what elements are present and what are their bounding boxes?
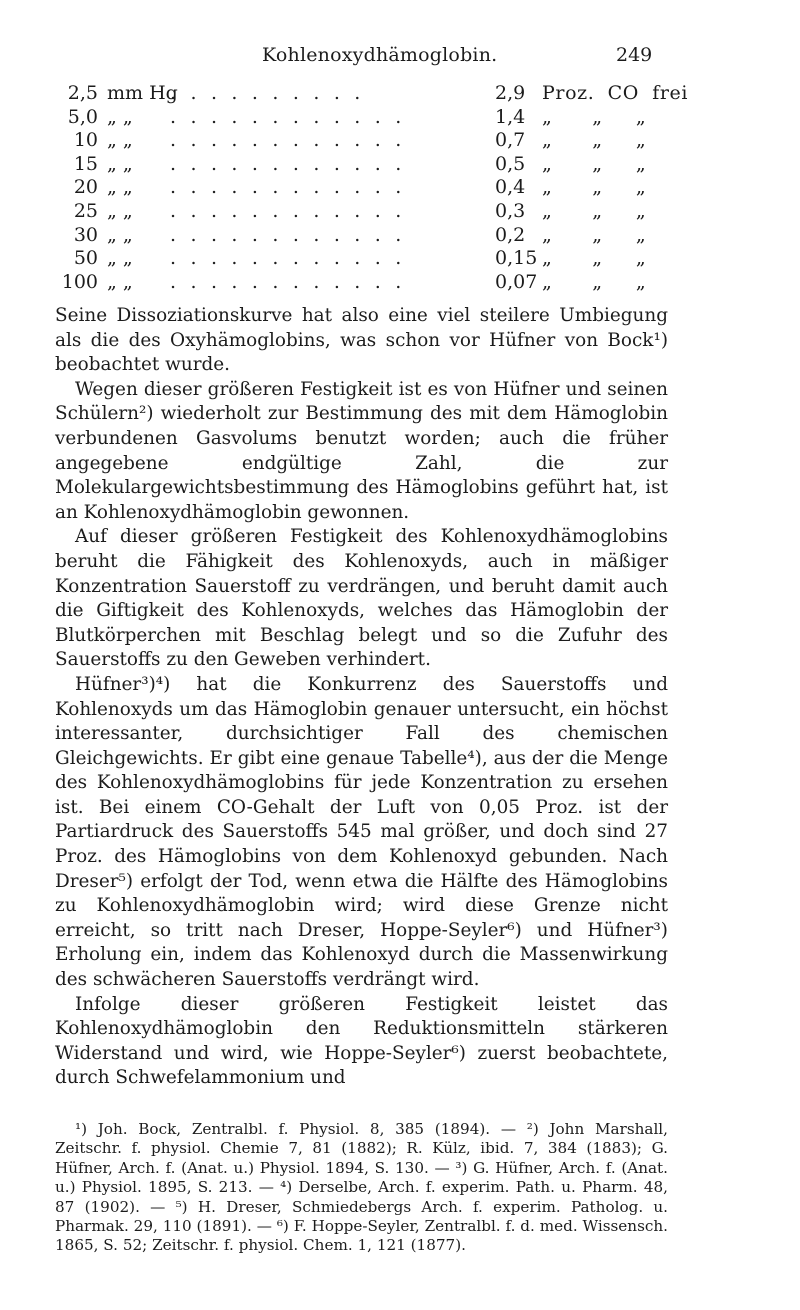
ditto-mark: „ „ [107, 247, 133, 270]
pressure-value: 15 [73, 152, 98, 175]
ditto-mark: „ „ „ [542, 152, 647, 175]
table-row [50, 271, 670, 295]
ditto-mark: „ „ [107, 152, 133, 175]
pressure-value: 10 [73, 129, 98, 152]
pressure-value: 20 [73, 176, 98, 199]
paragraph-gas-volume: Wegen dieser größeren Festigkeit ist es von Hüfner und seinen Schülern²) wiederholt zur Bestimmung des mit dem Hämoglobin verbundenen Gasvolums benutzt worden; auch die früher angegebene endgültige Zahl, die zur Molekulargewichtsbestimmung des Hämoglobins geführt hat, ist an Kohlenoxydhämoglobin gewonnen. [55, 378, 668, 523]
percent-value: 1,4 [495, 105, 526, 128]
table-row [50, 176, 670, 200]
percent-label: Proz. CO frei [542, 82, 689, 104]
table-row [50, 129, 670, 153]
leader-dots: . . . . . . . . . . . . [170, 152, 406, 175]
percent-value: 0,5 [495, 152, 526, 175]
ditto-mark: „ „ „ [542, 176, 647, 199]
percent-value: 0,2 [495, 223, 526, 246]
pressure-value: 100 [61, 270, 98, 293]
leader-dots: . . . . . . . . . . . . [170, 176, 406, 199]
ditto-mark: „ „ „ [542, 199, 647, 222]
table-row [50, 247, 670, 271]
leader-dots: . . . . . . . . . . . . [170, 105, 406, 128]
ditto-mark: „ „ [107, 105, 133, 128]
ditto-mark: „ „ [107, 176, 133, 199]
percent-value: 0,3 [495, 199, 526, 222]
table-row [50, 200, 670, 224]
table-row [50, 82, 689, 106]
leader-dots: . . . . . . . . . . . . [170, 199, 406, 222]
percent-value: 0,15 [495, 247, 538, 270]
leader-dots: . . . . . . . . . . . . [170, 223, 406, 246]
percent-value: 0,7 [495, 129, 526, 152]
page-header [0, 0, 800, 70]
ditto-mark: „ „ „ [542, 223, 647, 246]
ditto-mark: „ „ [107, 199, 133, 222]
ditto-mark: „ „ [107, 223, 133, 246]
pressure-value: 25 [73, 199, 98, 222]
pressure-table [50, 82, 689, 294]
leader-dots: . . . . . . . . . . . . [170, 247, 406, 270]
paragraph-toxicity: Auf dieser größeren Festigkeit des Kohlenoxydhämoglobins beruht die Fähigkeit des Kohlenoxyds, auch in mäßiger Konzentration Sauerstoff zu verdrängen, und beruht damit auch die Giftigkeit des Kohlenoxyds, welches das Hämoglobin der Blutkörperchen mit Beschlag belegt und so die Zufuhr des Sauerstoffs zu den Geweben verhindert. [55, 526, 668, 671]
paragraph-equilibrium: Hüfner³)⁴) hat die Konkurrenz des Sauerstoffs und Kohlenoxyds um das Hämoglobin genauer untersucht, ein höchst interessanter, durchsichtiger Fall des chemischen Gleichgewichts. Er gibt eine genaue Tabelle⁴), aus der die Menge des Kohlenoxydhämoglobins für jede Konzentration zu ersehen ist. Bei einem CO-Gehalt der Luft von 0,05 Proz. ist der Partiardruck des Sauerstoffs 545 mal größer, und doch sind 27 Proz. des Hämoglobins von dem Kohlenoxyd gebunden. Nach Dreser⁵) erfolgt der Tod, wenn etwa die Hälfte des Hämoglobins zu Kohlenoxydhämoglobin wird; wird diese Grenze nicht erreicht, so tritt nach Dreser, Hoppe-Seyler⁶) und Hüfner³) Erholung ein, indem das Kohlenoxyd durch die Massenwirkung des schwächeren Sauerstoffs verdrängt wird. [55, 673, 668, 991]
table-row [50, 224, 670, 248]
pressure-value: 2,5 [67, 82, 98, 104]
percent-value: 0,4 [495, 176, 526, 199]
ditto-mark: „ „ [107, 129, 133, 152]
leader-dots: . . . . . . . . . . [170, 82, 365, 104]
page-number: 249 [616, 44, 653, 66]
pressure-value: 30 [73, 223, 98, 246]
percent-value: 2,9 [495, 82, 526, 104]
table-row [50, 153, 670, 177]
percent-value: 0,07 [495, 270, 538, 293]
body-text [55, 304, 668, 1091]
paragraph-dissociation-curve: Seine Dissoziationskurve hat also eine viel steilere Umbiegung als die des Oxyhämoglobins, was schon vor Hüfner von Bock¹) beobachtet wurde. [55, 305, 668, 376]
paragraph-reduction: Infolge dieser größeren Festigkeit leistet das Kohlenoxydhämoglobin den Reduktionsmitteln stärkeren Widerstand und wird, wie Hoppe-Seyler⁶) zuerst beobachtete, durch Schwefelammonium und [55, 993, 668, 1089]
ditto-mark: „ „ „ [542, 129, 647, 152]
pressure-unit: mm Hg [107, 82, 178, 104]
pressure-value: 5,0 [67, 105, 98, 128]
pressure-value: 50 [73, 247, 98, 270]
ditto-mark: „ „ [107, 270, 133, 293]
table-row [50, 106, 670, 130]
ditto-mark: „ „ „ [542, 247, 647, 270]
leader-dots: . . . . . . . . . . . . [170, 129, 406, 152]
running-title: Kohlenoxydhämoglobin. [262, 44, 498, 66]
footnotes: ¹) Joh. Bock, Zentralbl. f. Physiol. 8, 385 (1894). — ²) John Marshall, Zeitschr. f. physiol. Chemie 7, 81 (1882); R. Külz, ibid. 7, 384 (1883); G. Hüfner, Arch. f. (Anat. u.) Physiol. 1894, S. 130. — ³) G. Hüfner, Arch. f. (Anat. u.) Physiol. 1895, S. 213. — ⁴) Derselbe, Arch. f. experim. Path. u. Pharm. 48, 87 (1902). — ⁵) H. Dreser, Schmiedebergs Arch. f. experim. Patholog. u. Pharmak. 29, 110 (1891). — ⁶) F. Hoppe-Seyler, Zentralbl. f. d. med. Wissensch. 1865, S. 52; Zeitschr. f. physiol. Chem. 1, 121 (1877). [55, 1120, 668, 1255]
ditto-mark: „ „ „ [542, 105, 647, 128]
leader-dots: . . . . . . . . . . . . [170, 270, 406, 293]
ditto-mark: „ „ „ [542, 270, 647, 293]
